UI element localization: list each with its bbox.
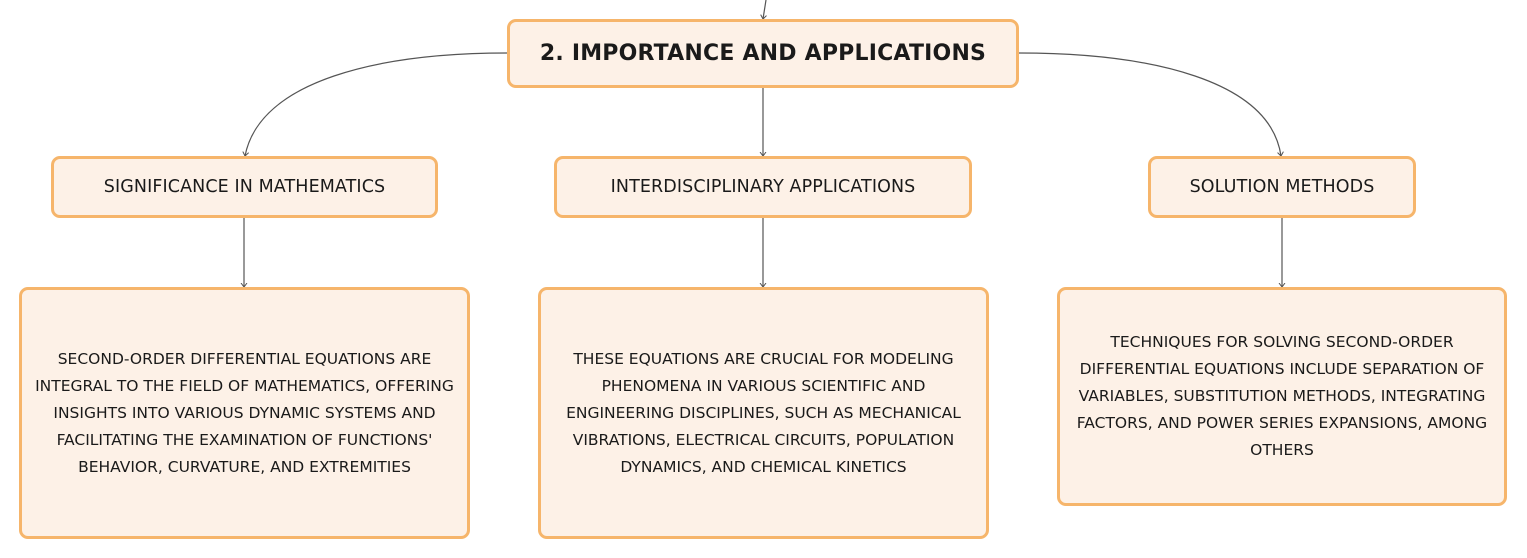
branch-node-significance[interactable]	[51, 156, 438, 218]
branch-label-solution-methods: SOLUTION METHODS	[1189, 177, 1375, 197]
branch-node-interdisciplinary[interactable]	[554, 156, 972, 218]
branch-label-interdisciplinary: INTERDISCIPLINARY APPLICATIONS	[610, 177, 916, 197]
detail-node-significance[interactable]	[19, 287, 470, 539]
incoming-connector	[763, 0, 766, 19]
detail-text-solution-methods: TECHNIQUES FOR SOLVING SECOND-ORDER DIFFERENTIAL EQUATIONS INCLUDE SEPARATION OF VARIABLES, SUBSTITUTION METHODS, INTEGRATING FACTORS, AND POWER SERIES EXPANSIONS, AMONG OTHERS	[1076, 333, 1488, 459]
detail-text-interdisciplinary: THESE EQUATIONS ARE CRUCIAL FOR MODELING PHENOMENA IN VARIOUS SCIENTIFIC AND ENGINEERING DISCIPLINES, SUCH AS MECHANICAL VIBRATIONS, ELECTRICAL CIRCUITS, POPULATION DYNAMICS, AND CHEMICAL KINETICS	[566, 349, 961, 476]
detail-node-interdisciplinary[interactable]	[538, 287, 989, 539]
root-topic-node[interactable]	[507, 19, 1019, 88]
connector-root-to-significance	[245, 53, 507, 156]
root-topic-label: 2. IMPORTANCE AND APPLICATIONS	[539, 41, 987, 66]
detail-text-significance: SECOND-ORDER DIFFERENTIAL EQUATIONS ARE INTEGRAL TO THE FIELD OF MATHEMATICS, OFFERING INSIGHTS INTO VARIOUS DYNAMIC SYSTEMS AND FACILITATING THE EXAMINATION OF FUNCTIONS' BEHAVIOR, CURVATURE, AND EXTREMITIES	[35, 349, 454, 476]
branch-label-significance: SIGNIFICANCE IN MATHEMATICS	[103, 177, 386, 197]
detail-node-solution-methods[interactable]	[1057, 287, 1507, 506]
branch-node-solution-methods[interactable]	[1148, 156, 1416, 218]
connector-root-to-solution	[1019, 53, 1281, 156]
